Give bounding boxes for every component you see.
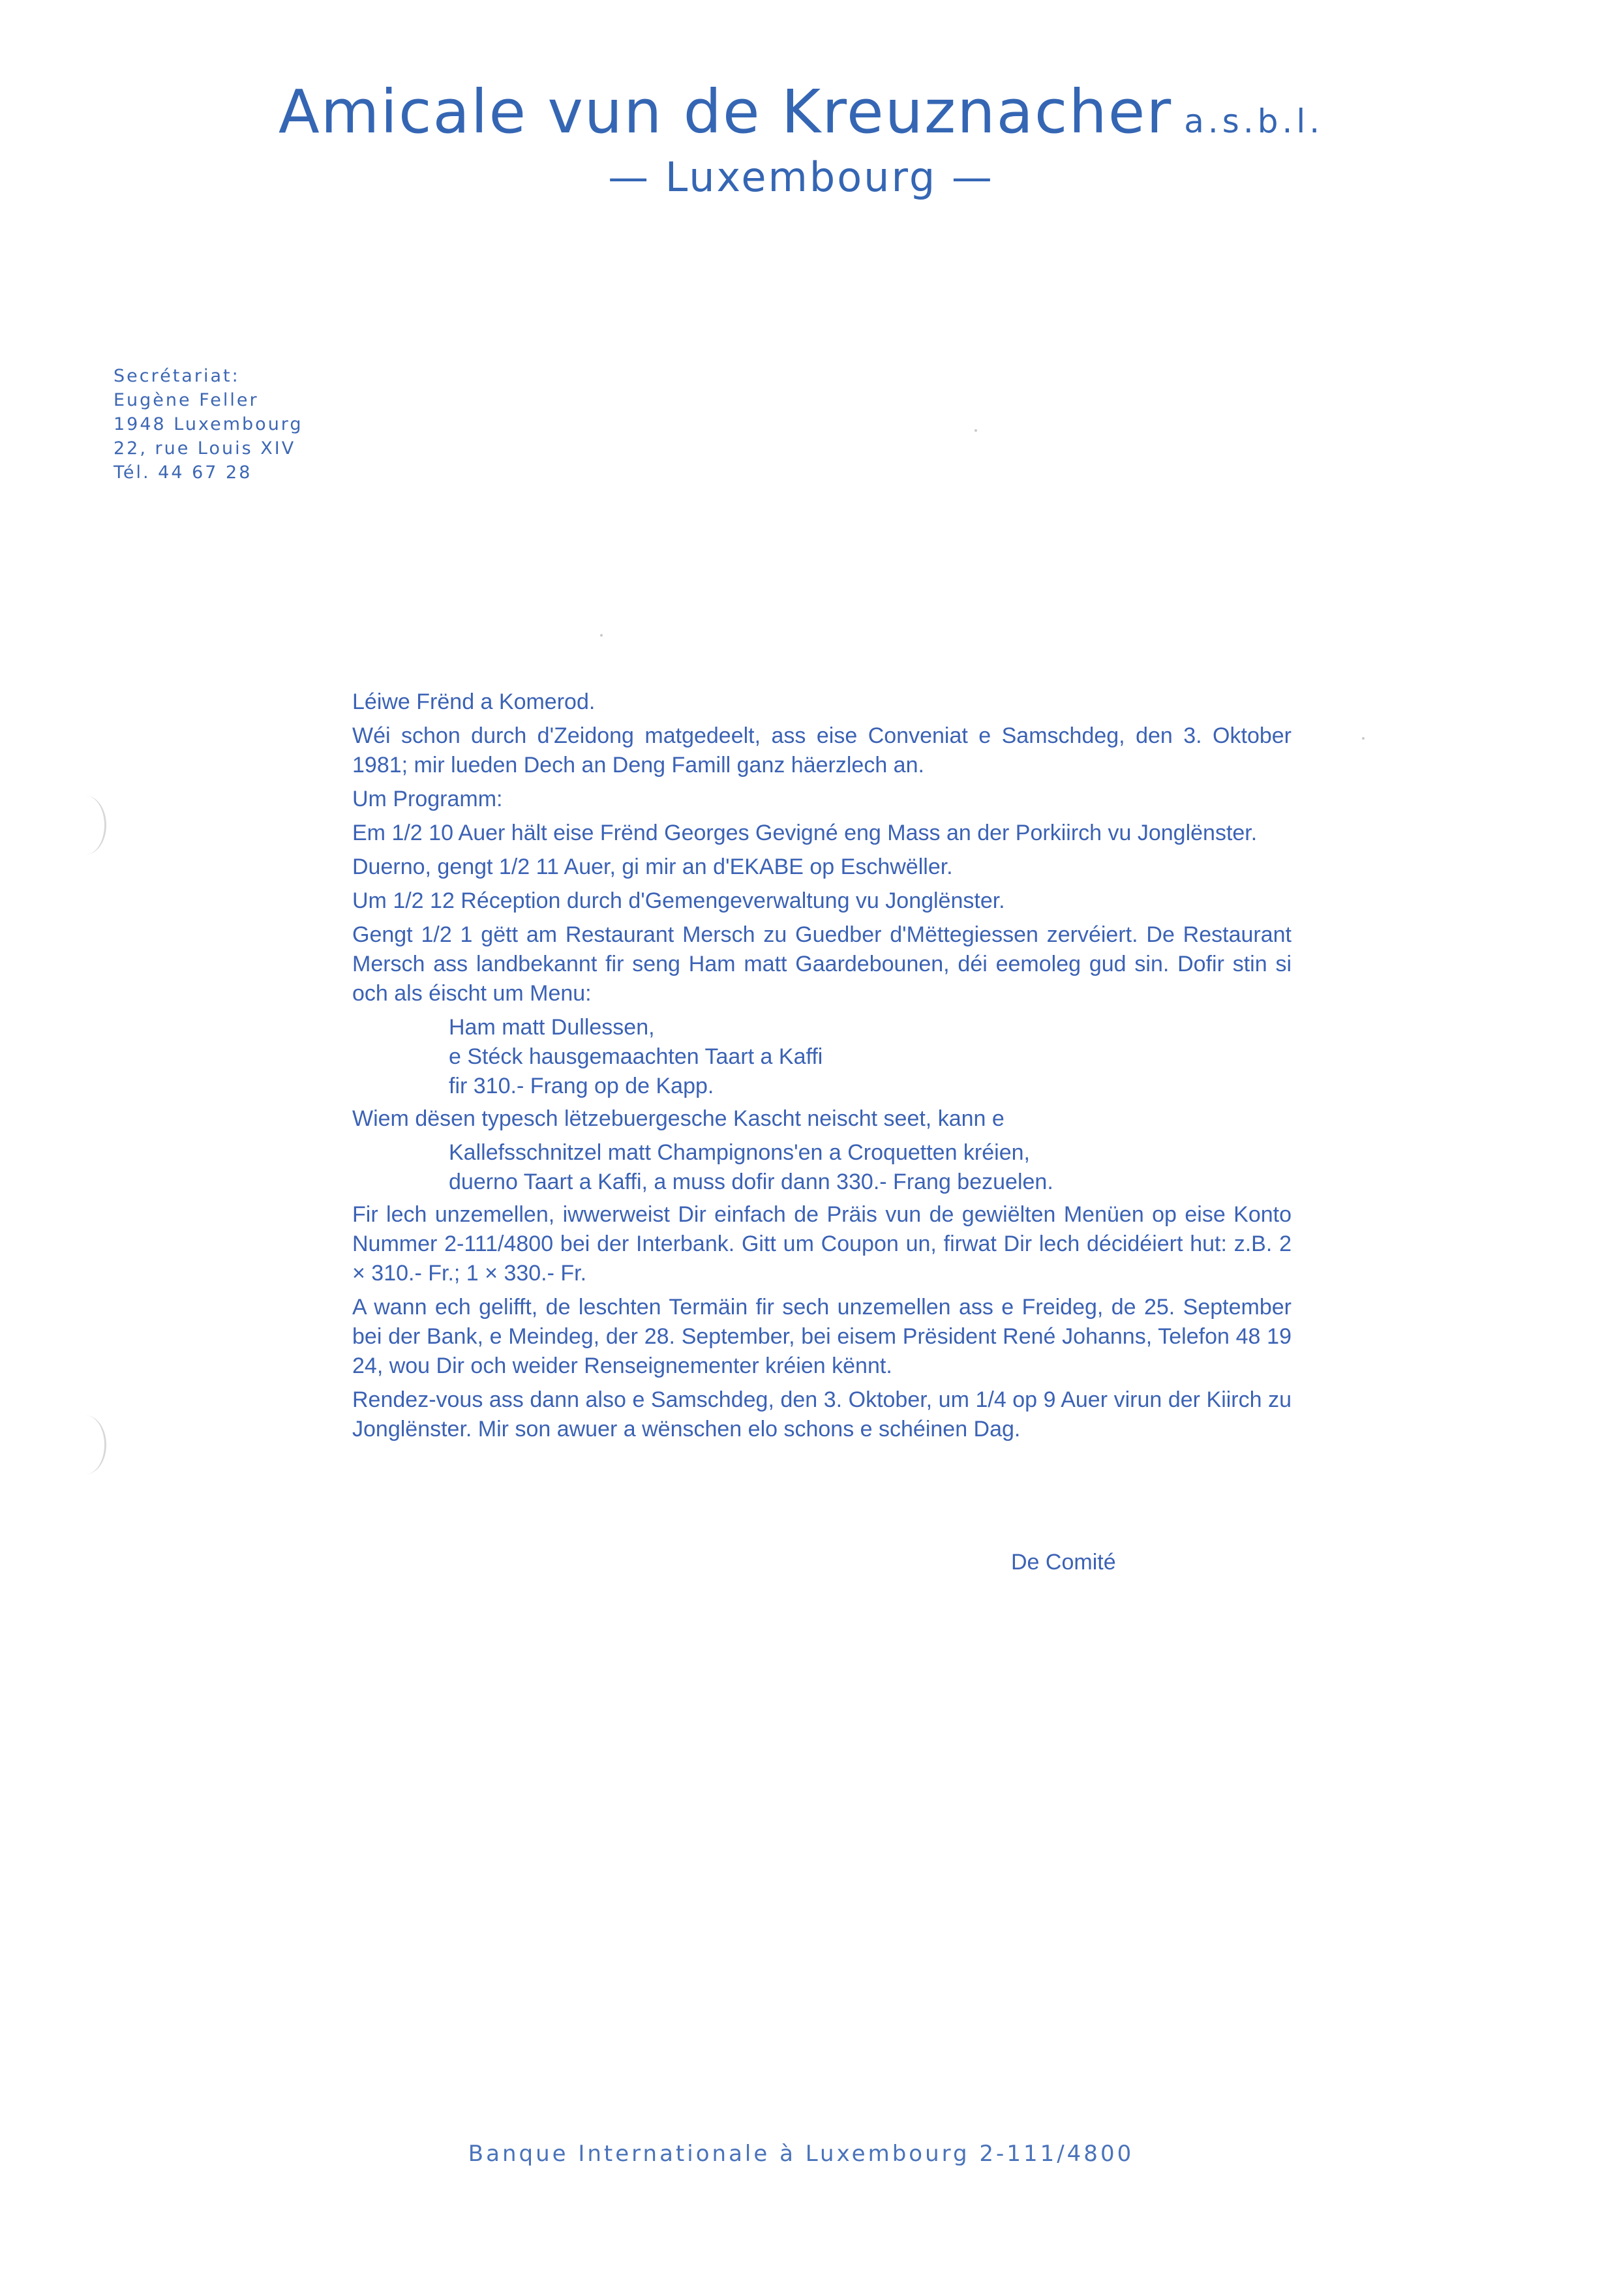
scan-speck bbox=[975, 429, 977, 432]
alternative-intro: Wiem dësen typesch lëtzebuergesche Kascht neischt seet, kann e bbox=[352, 1106, 1005, 1131]
secretariat-street: 22, rue Louis XIV bbox=[113, 438, 296, 459]
punch-hole-mark bbox=[65, 796, 106, 854]
legal-form: a.s.b.l. bbox=[1184, 102, 1324, 140]
menu-one bbox=[449, 1013, 1292, 1101]
program-item: Em 1/2 10 Auer hält eise Frënd Georges Gevigné eng Mass an der Porkiirch vu Jonglënster. bbox=[352, 821, 1258, 845]
scan-speck bbox=[1362, 737, 1365, 740]
menu-two bbox=[449, 1138, 1292, 1197]
program-item: Um 1/2 12 Réception durch d'Gemengeverwaltung vu Jonglënster. bbox=[352, 888, 1005, 913]
signature: De Comité bbox=[1011, 1550, 1116, 1575]
program-item: Gengt 1/2 1 gëtt am Restaurant Mersch zu Guedber d'Mëttegiessen zervéiert. De Restaurant Mersch ass landbekannt fir seng Ham matt Gaardebounen, déi eemoleg gud sin. Dofir stin si och als éischt um Menu: bbox=[352, 922, 1292, 1006]
secretariat-name: Eugène Feller bbox=[113, 390, 259, 410]
menu-line: Kallefsschnitzel matt Champignons'en a Croquetten kréien, bbox=[449, 1140, 1030, 1165]
program-item: Duerno, gengt 1/2 11 Auer, gi mir an d'EKABE op Eschwëller. bbox=[352, 854, 953, 879]
deadline-paragraph: A wann ech gelifft, de leschten Termäin fir sech unzemellen ass e Freideg, de 25. September bei der Bank, e Meindeg, der 28. September, bei eisem Prësident René Johanns, Telefon 48 19 24, wou Dir och weider Renseignementer kréien kënnt. bbox=[352, 1295, 1292, 1378]
letter-body bbox=[352, 687, 1292, 1449]
program-heading: Um Programm: bbox=[352, 787, 503, 811]
secretariat-label: Secrétariat: bbox=[113, 366, 240, 386]
menu-line: Ham matt Dullessen, bbox=[449, 1015, 655, 1040]
secretariat-address bbox=[113, 364, 303, 485]
intro-paragraph: Wéi schon durch d'Zeidong matgedeelt, ass eise Conveniat e Samschdeg, den 3. Oktober 1981; mir lueden Dech an Deng Famill ganz häerzlech an. bbox=[352, 723, 1292, 778]
bank-footer: Banque Internationale à Luxembourg 2-111/4800 bbox=[468, 2141, 1134, 2167]
organization-title bbox=[0, 77, 1602, 147]
menu-line: duerno Taart a Kaffi, a muss dofir dann 330.- Frang bezuelen. bbox=[449, 1170, 1053, 1194]
payment-paragraph: Fir lech unzemellen, iwwerweist Dir einfach de Präis vun de gewiëlten Menüen op eise Konto Nummer 2-111/4800 bei der Interbank. Gitt um Coupon un, firwat Dir lech décidéiert hut: z.B. 2 × 310.- Fr.; 1 × 330.- Fr. bbox=[352, 1202, 1292, 1286]
menu-line: e Stéck hausgemaachten Taart a Kaffi bbox=[449, 1044, 823, 1069]
organization-name: Amicale vun de Kreuznacher bbox=[278, 77, 1173, 147]
location-subtitle: — Luxembourg — bbox=[608, 153, 994, 201]
secretariat-city: 1948 Luxembourg bbox=[113, 414, 303, 434]
rendezvous-paragraph: Rendez-vous ass dann also e Samschdeg, den 3. Oktober, um 1/4 op 9 Auer virun der Kiirch zu Jonglënster. Mir son awuer a wënschen elo schons e schéinen Dag. bbox=[352, 1387, 1292, 1442]
menu-line: fir 310.- Frang op de Kapp. bbox=[449, 1074, 714, 1098]
scan-speck bbox=[600, 634, 603, 637]
punch-hole-mark bbox=[65, 1415, 106, 1474]
secretariat-phone: Tél. 44 67 28 bbox=[113, 462, 252, 483]
salutation: Léiwe Frënd a Komerod. bbox=[352, 689, 596, 714]
